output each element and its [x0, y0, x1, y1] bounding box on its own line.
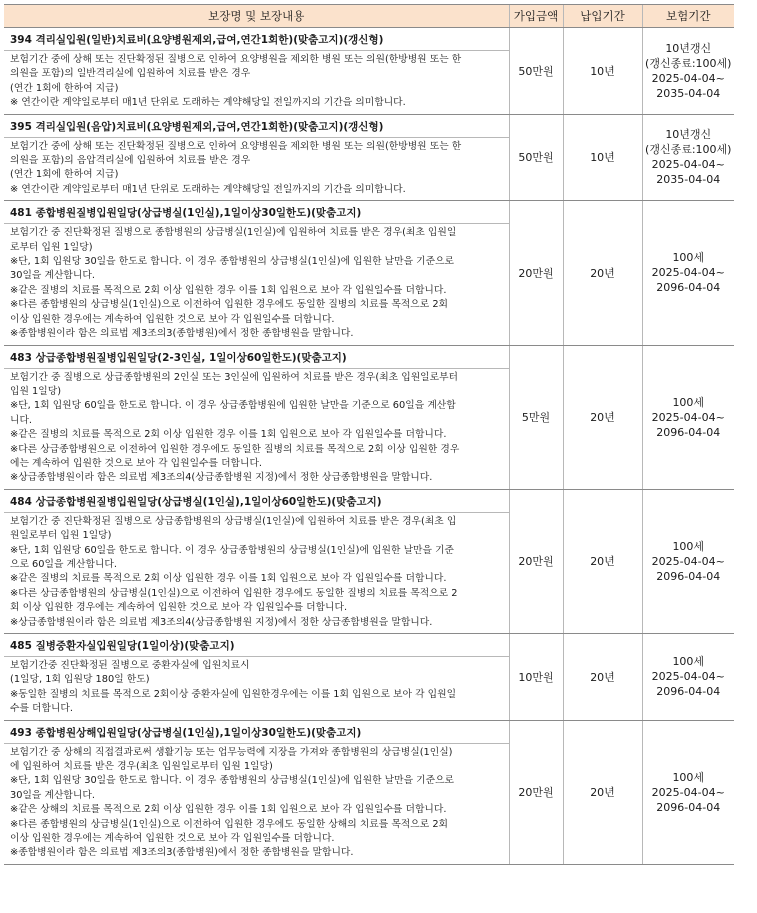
- coverage-detail-line: (연간 1회에 한하여 지급): [10, 82, 119, 94]
- header-amount: 가입금액: [509, 5, 563, 28]
- table-row: [4, 720, 734, 864]
- coverage-detail-line: 의원을 포함)의 음압격리실에 입원하여 치료를 받은 경우: [10, 155, 251, 167]
- insurance-period-line: 10년갱신: [665, 128, 712, 142]
- coverage-detail-line: ※다른 상급종합병원의 상급병실(1인실)으로 이전하여 입원한 경우에도 동일한 질병의 치료를 목적으로 2: [10, 587, 458, 599]
- coverage-description-cell: [4, 634, 509, 721]
- coverage-detail-line: 보험기간 중 상해의 직접결과로써 생활기능 또는 업무능력에 지장을 가져와 종합병원의 상급병실(1인실): [10, 746, 453, 758]
- payment-period-cell: 20년: [563, 634, 642, 721]
- insurance-period-cell: [642, 345, 734, 489]
- table-row: [4, 634, 734, 721]
- payment-period-cell: 20년: [563, 720, 642, 864]
- coverage-detail-line: ※같은 질병의 치료를 목적으로 2회 이상 입원한 경우 이를 1회 입원으로 보아 각 입원일수를 더합니다.: [10, 284, 447, 296]
- coverage-table: [4, 4, 734, 865]
- insurance-period-line: 2025-04-04~: [651, 785, 725, 799]
- insurance-period-line: 2025-04-04~: [651, 410, 725, 424]
- amount-cell: 20만원: [509, 720, 563, 864]
- coverage-detail-line: ※ 연간이란 계약일로부터 매1년 단위로 도래하는 계약해당일 전일까지의 기간을 의미합니다.: [10, 97, 406, 109]
- insurance-period-cell: [642, 201, 734, 345]
- amount-cell: 50만원: [509, 114, 563, 201]
- coverage-detail-line: 보험기간 중에 상해 또는 진단확정된 질병으로 인하여 요양병원을 제외한 병원 또는 의원(한방병원 또는 한: [10, 54, 462, 65]
- header-insurance-period: 보험기간: [642, 5, 734, 28]
- coverage-detail-line: ※다른 종합병원의 상급병실(1인실)으로 이전하여 입원한 경우에도 동일한 상해의 치료를 목적으로 2회: [10, 818, 449, 830]
- coverage-detail-line: 보험기간중 진단확정된 질병으로 중환자실에 입원치료시: [10, 660, 250, 671]
- amount-cell: 5만원: [509, 345, 563, 489]
- table-row: [4, 28, 734, 115]
- coverage-detail-line: ※종합병원이라 함은 의료법 제3조의3(종합병원)에서 정한 종합병원을 말합니다.: [10, 847, 354, 859]
- payment-period-cell: 20년: [563, 345, 642, 489]
- coverage-detail-line: (1일당, 1회 입원당 180일 한도): [10, 674, 150, 686]
- payment-period-cell: 10년: [563, 114, 642, 201]
- insurance-period-line: 2025-04-04~: [651, 554, 725, 568]
- insurance-period-line: 2025-04-04~: [651, 266, 725, 280]
- coverage-detail-line: 이상 입원한 경우에는 계속하여 입원한 것으로 보아 각 입원일수를 더합니다.: [10, 833, 335, 845]
- insurance-period-line: 2096-04-04: [656, 281, 721, 295]
- coverage-detail-line: ※상급종합병원이라 함은 의료법 제3조의4(상급종합병원 지정)에서 정한 상급종합병원을 말합니다.: [10, 616, 433, 628]
- coverage-detail-line: ※다른 종합병원의 상급병실(1인실)으로 이전하여 입원한 경우에도 동일한 질병의 치료를 목적으로 2회: [10, 299, 449, 311]
- insurance-period-cell: [642, 114, 734, 201]
- amount-cell: 10만원: [509, 634, 563, 721]
- insurance-period-line: 2096-04-04: [656, 569, 721, 583]
- coverage-detail-line: 수를 더합니다.: [10, 703, 74, 715]
- coverage-detail-line: 로부터 입원 1일당): [10, 241, 93, 253]
- coverage-description-cell: [4, 201, 509, 345]
- table-row: [4, 201, 734, 345]
- table-row: [4, 345, 734, 489]
- coverage-detail-line: ※같은 상해의 치료를 목적으로 2회 이상 입원한 경우 이를 1회 입원으로 보아 각 입원일수를 더합니다.: [10, 804, 447, 816]
- coverage-detail-line: 입원 1일당): [10, 385, 62, 397]
- payment-period-cell: 20년: [563, 489, 642, 633]
- coverage-title: 483 상급종합병원질병입원일당(2-3인실, 1일이상60일한도)(맞춤고지): [4, 348, 509, 369]
- coverage-detail-line: 30일을 계산합니다.: [10, 270, 95, 282]
- coverage-detail-line: 원일로부터 입원 1일당): [10, 530, 112, 542]
- coverage-title: 485 질병중환자실입원일당(1일이상)(맞춤고지): [4, 636, 509, 657]
- insurance-period-line: 2025-04-04~: [651, 71, 725, 85]
- coverage-detail-line: 에 입원하여 치료를 받은 경우(최초 입원일로부터 입원 1일당): [10, 761, 273, 773]
- coverage-detail-line: 보험기간 중 질병으로 상급종합병원의 2인실 또는 3인실에 입원하여 치료를 받은 경우(최초 입원일로부터: [10, 371, 459, 383]
- insurance-period-line: 100세: [672, 539, 705, 553]
- coverage-description-cell: [4, 720, 509, 864]
- insurance-period-line: 2035-04-04: [656, 86, 721, 100]
- insurance-period-line: 2025-04-04~: [651, 670, 725, 684]
- amount-cell: 50만원: [509, 28, 563, 115]
- coverage-detail-line: 에는 계속하여 입원한 것으로 보아 각 입원일수를 더합니다.: [10, 457, 263, 469]
- coverage-description-cell: [4, 114, 509, 201]
- payment-period-cell: 20년: [563, 201, 642, 345]
- insurance-period-line: 2096-04-04: [656, 425, 721, 439]
- coverage-detail-line: ※단, 1회 입원당 30일을 한도로 합니다. 이 경우 종합병원의 상급병실(1인실)에 입원한 날만을 기준으로: [10, 256, 455, 268]
- coverage-detail-line: ※종합병원이라 함은 의료법 제3조의3(종합병원)에서 정한 종합병원을 말합니다.: [10, 328, 354, 340]
- amount-cell: 20만원: [509, 201, 563, 345]
- coverage-title: 481 종합병원질병입원일당(상급병실(1인실),1일이상30일한도)(맞춤고지): [4, 203, 509, 224]
- coverage-detail-line: ※다른 상급종합병원으로 이전하여 입원한 경우에도 동일한 질병의 치료를 목적으로 2회 이상 입원한 경우: [10, 443, 460, 455]
- coverage-detail-line: 보험기간 중 진단확정된 질병으로 상급종합병원의 상급병실(1인실)에 입원하여 치료를 받은 경우(최초 입: [10, 515, 457, 527]
- coverage-detail-line: (연간 1회에 한하여 지급): [10, 169, 119, 181]
- coverage-detail-line: ※동일한 질병의 치료를 목적으로 2회이상 중환자실에 입원한경우에는 이를 1회 입원으로 보아 각 입원일: [10, 688, 457, 700]
- insurance-period-line: 100세: [672, 395, 705, 409]
- insurance-period-line: (갱신종료:100세): [645, 143, 732, 157]
- coverage-title: 394 격리실입원(일반)치료비(요양병원제외,급여,연간1회한)(맞춤고지)(갱신형): [4, 30, 509, 51]
- coverage-detail-line: ※단, 1회 입원당 60일을 한도로 합니다. 이 경우 상급종합병원에 입원한 날만을 기준으로 60일을 계산합: [10, 400, 456, 412]
- coverage-detail-line: 보험기간 중에 상해 또는 진단확정된 질병으로 인하여 요양병원을 제외한 병원 또는 의원(한방병원 또는 한: [10, 140, 462, 152]
- coverage-description-cell: [4, 489, 509, 633]
- table-row: [4, 489, 734, 633]
- insurance-period-cell: [642, 489, 734, 633]
- coverage-detail-line: 니다.: [10, 414, 33, 426]
- insurance-period-line: 2035-04-04: [656, 173, 721, 187]
- coverage-detail-line: ※같은 질병의 치료를 목적으로 2회 이상 입원한 경우 이를 1회 입원으로 보아 각 입원일수를 더합니다.: [10, 429, 447, 441]
- insurance-period-line: 100세: [672, 655, 705, 669]
- coverage-detail-line: 으로 60일을 계산합니다.: [10, 558, 117, 570]
- coverage-table-container: [4, 4, 734, 865]
- insurance-period-line: 10년갱신: [665, 41, 712, 55]
- coverage-detail-line: ※ 연간이란 계약일로부터 매1년 단위로 도래하는 계약해당일 전일까지의 기간을 의미합니다.: [10, 183, 406, 195]
- coverage-detail-line: 보험기간 중 진단확정된 질병으로 종합병원의 상급병실(1인실)에 입원하여 치료를 받은 경우(최초 입원일: [10, 227, 457, 239]
- insurance-period-line: 100세: [672, 251, 705, 265]
- amount-cell: 20만원: [509, 489, 563, 633]
- coverage-title: 395 격리실입원(음압)치료비(요양병원제외,급여,연간1회한)(맞춤고지)(갱신형): [4, 117, 509, 138]
- coverage-title: 493 종합병원상해입원일당(상급병실(1인실),1일이상30일한도)(맞춤고지): [4, 723, 509, 744]
- coverage-description-cell: [4, 345, 509, 489]
- payment-period-cell: 10년: [563, 28, 642, 115]
- coverage-detail-line: 이상 입원한 경우에는 계속하여 입원한 것으로 보아 각 입원일수를 더합니다.: [10, 313, 335, 325]
- insurance-period-line: 2096-04-04: [656, 685, 721, 699]
- insurance-period-cell: [642, 634, 734, 721]
- coverage-detail-line: 30일을 계산합니다.: [10, 789, 95, 801]
- insurance-period-cell: [642, 720, 734, 864]
- insurance-period-line: (갱신종료:100세): [645, 56, 732, 70]
- insurance-period-line: 2025-04-04~: [651, 158, 725, 172]
- header-coverage: 보장명 및 보장내용: [4, 5, 509, 28]
- table-row: [4, 114, 734, 201]
- coverage-detail-line: ※상급종합병원이라 함은 의료법 제3조의4(상급종합병원 지정)에서 정한 상급종합병원을 말합니다.: [10, 472, 433, 484]
- header-payment-period: 납입기간: [563, 5, 642, 28]
- insurance-period-line: 100세: [672, 770, 705, 784]
- coverage-detail-line: 의원을 포함)의 일반격리실에 입원하여 치료를 받은 경우: [10, 68, 251, 80]
- coverage-title: 484 상급종합병원질병입원일당(상급병실(1인실),1일이상60일한도)(맞춤고지): [4, 492, 509, 513]
- table-header-row: [4, 5, 734, 28]
- coverage-detail-line: ※같은 질병의 치료를 목적으로 2회 이상 입원한 경우 이를 1회 입원으로 보아 각 입원일수를 더합니다.: [10, 573, 447, 585]
- coverage-detail-line: ※단, 1회 입원당 60일을 한도로 합니다. 이 경우 상급종합병원의 상급병실(1인실)에 입원한 날만을 기준: [10, 544, 455, 556]
- coverage-detail-line: ※단, 1회 입원당 30일을 한도로 합니다. 이 경우 종합병원의 상급병실(1인실)에 입원한 날만을 기준으로: [10, 775, 455, 787]
- table-body: [4, 28, 734, 865]
- insurance-period-line: 2096-04-04: [656, 800, 721, 814]
- coverage-description-cell: [4, 28, 509, 115]
- coverage-detail-line: 회 이상 입원한 경우에는 계속하여 입원한 것으로 보아 각 입원일수를 더합니다.: [10, 602, 348, 614]
- insurance-period-cell: [642, 28, 734, 115]
